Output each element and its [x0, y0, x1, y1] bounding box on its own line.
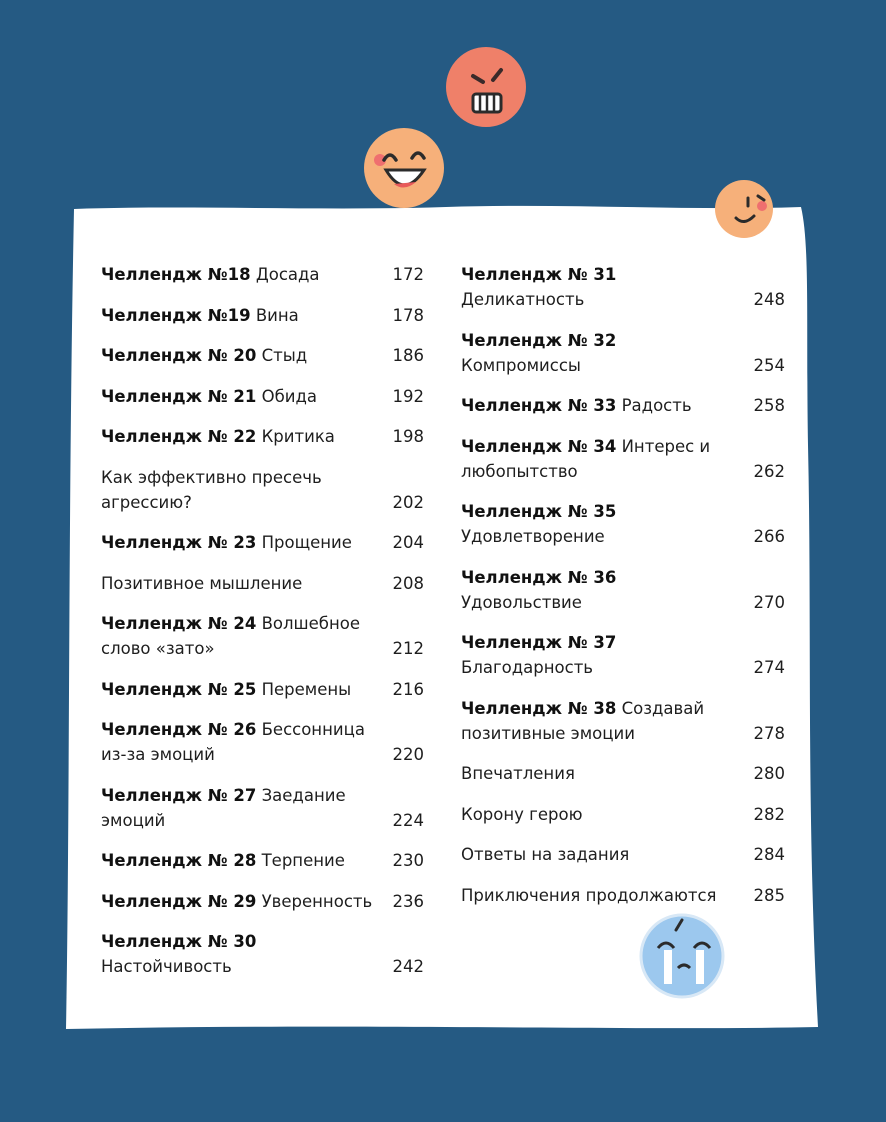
toc-entry[interactable] — [101, 611, 424, 661]
page-number: 202 — [392, 492, 424, 512]
toc-entry-title — [101, 262, 424, 287]
toc-entry-title — [101, 677, 424, 702]
challenge-number: Челлендж № 20 — [101, 346, 257, 365]
toc-entry-title — [461, 802, 785, 827]
page-number: 274 — [753, 658, 785, 677]
entry-text: Создавай позитивные эмоции — [461, 698, 705, 743]
challenge-number: Челлендж № 31 — [461, 265, 617, 284]
page-number: 242 — [392, 957, 424, 976]
toc-entry[interactable] — [101, 530, 424, 555]
entry-text: Радость — [621, 396, 692, 415]
toc-entry[interactable] — [101, 783, 424, 833]
toc-entry[interactable] — [101, 424, 424, 449]
toc-entry-title — [461, 328, 785, 378]
page-number: 280 — [753, 764, 785, 783]
entry-text: Корону герою — [461, 804, 583, 824]
page-number: 172 — [392, 265, 424, 284]
entry-text: Настойчивость — [101, 957, 232, 976]
toc-entry[interactable] — [101, 262, 424, 287]
toc-entry-title — [101, 717, 424, 767]
toc-entry-title — [461, 761, 785, 786]
entry-text: Приключения продолжаются — [461, 885, 717, 905]
page-number: 216 — [392, 679, 424, 699]
entry-text: Стыд — [261, 346, 308, 365]
entry-text: Удовлетворение — [461, 527, 605, 546]
entry-text: Компромиссы — [461, 355, 581, 375]
toc-entry[interactable] — [461, 499, 785, 549]
toc-entry[interactable] — [101, 343, 424, 368]
entry-text: Впечатления — [461, 764, 575, 783]
toc-entry[interactable] — [461, 761, 785, 786]
toc-entry[interactable] — [101, 303, 424, 328]
entry-text: Позитивное мышление — [101, 573, 303, 593]
page-number: 278 — [753, 723, 785, 743]
entry-text: Ответы на задания — [461, 845, 630, 864]
toc-entry[interactable] — [101, 848, 424, 873]
challenge-number: Челлендж № 37 — [461, 633, 617, 652]
entry-text: Досада — [255, 265, 320, 284]
challenge-number: Челлендж №18 — [101, 265, 251, 284]
toc-entry[interactable] — [461, 696, 785, 746]
crying-emoji-icon — [636, 912, 728, 1000]
entry-text: Благодарность — [461, 658, 594, 677]
challenge-number: Челлендж № 22 — [101, 427, 257, 446]
toc-entry-title — [101, 848, 424, 873]
entry-text: Перемены — [261, 679, 352, 699]
entry-text: Как эффективно пресечь агрессию? — [101, 467, 322, 512]
page-number: 285 — [753, 885, 785, 905]
toc-entry-title — [461, 499, 785, 549]
toc-entry[interactable] — [461, 434, 785, 484]
challenge-number: Челлендж № 35 — [461, 502, 617, 521]
page-number: 284 — [753, 845, 785, 864]
toc-entry-title — [101, 611, 424, 661]
entry-text: Уверенность — [261, 891, 373, 911]
page-number: 186 — [392, 346, 424, 365]
entry-text: Обида — [261, 386, 317, 406]
entry-text: Критика — [261, 427, 335, 446]
page-number: 204 — [392, 533, 424, 552]
challenge-number: Челлендж № 28 — [101, 851, 257, 870]
toc-entry-title — [101, 929, 424, 979]
challenge-number: Челлендж № 27 — [101, 785, 257, 805]
toc-entry[interactable] — [461, 883, 785, 908]
entry-text: Деликатность — [461, 290, 585, 309]
challenge-number: Челлендж №19 — [101, 305, 251, 325]
challenge-number: Челлендж № 30 — [101, 932, 257, 951]
entry-text: Волшебное слово «зато» — [101, 614, 361, 658]
toc-entry[interactable] — [461, 842, 785, 867]
page-number: 254 — [753, 355, 785, 375]
toc-entry-title — [461, 434, 785, 484]
toc-entry-title — [101, 889, 424, 914]
page-number: 208 — [392, 573, 424, 593]
challenge-number: Челлендж № 25 — [101, 679, 257, 699]
page-number: 192 — [392, 386, 424, 406]
challenge-number: Челлендж № 34 — [461, 436, 617, 456]
toc-entry[interactable] — [101, 717, 424, 767]
toc-entry-title — [101, 343, 424, 368]
page-number: 178 — [392, 305, 424, 325]
page-number: 266 — [753, 527, 785, 546]
toc-entry[interactable] — [461, 393, 785, 418]
challenge-number: Челлендж № 36 — [461, 567, 617, 587]
challenge-number: Челлендж № 23 — [101, 533, 257, 552]
toc-entry-title — [461, 262, 785, 312]
toc-right-column — [461, 262, 785, 923]
page-number: 270 — [753, 592, 785, 612]
toc-entry[interactable] — [101, 677, 424, 702]
page-number: 230 — [392, 851, 424, 870]
toc-entry-title — [101, 424, 424, 449]
entry-text: Прощение — [261, 533, 352, 552]
toc-entry[interactable] — [461, 262, 785, 312]
toc-entry[interactable] — [461, 802, 785, 827]
entry-text: Заедание эмоций — [101, 785, 346, 830]
toc-entry-title — [101, 571, 424, 596]
toc-entry[interactable] — [101, 384, 424, 409]
entry-text: Интерес и любопытство — [461, 436, 711, 481]
entry-text: Вина — [255, 305, 299, 325]
toc-entry[interactable] — [101, 465, 424, 515]
page-number: 198 — [392, 427, 424, 446]
entry-text: Бессонница из-за эмоций — [101, 720, 365, 764]
entry-text: Терпение — [261, 851, 345, 870]
toc-entry-title — [101, 384, 424, 409]
toc-entry-title — [101, 465, 424, 515]
angry-emoji-icon — [443, 44, 529, 130]
toc-entry-title — [461, 696, 785, 746]
toc-entry-title — [101, 783, 424, 833]
challenge-number: Челлендж № 33 — [461, 396, 617, 415]
toc-entry-title — [101, 303, 424, 328]
toc-entry[interactable] — [461, 565, 785, 615]
toc-entry[interactable] — [101, 889, 424, 914]
toc-entry-title — [461, 393, 785, 418]
toc-entry[interactable] — [461, 328, 785, 378]
page-number: 262 — [753, 461, 785, 481]
page-number: 220 — [392, 745, 424, 764]
page-number: 212 — [392, 639, 424, 658]
toc-entry-title — [461, 883, 785, 908]
challenge-number: Челлендж № 24 — [101, 614, 257, 633]
toc-entry-title — [461, 842, 785, 867]
winking-emoji-icon — [712, 178, 776, 240]
challenge-number: Челлендж № 21 — [101, 386, 257, 406]
toc-entry-title — [461, 565, 785, 615]
laughing-emoji-icon — [360, 126, 448, 210]
page-number: 236 — [392, 891, 424, 911]
challenge-number: Челлендж № 38 — [461, 698, 617, 718]
challenge-number: Челлендж № 32 — [461, 330, 617, 350]
page-number: 248 — [753, 290, 785, 309]
page-number: 258 — [753, 396, 785, 415]
page-number: 282 — [753, 804, 785, 824]
toc-entry-title — [101, 530, 424, 555]
toc-entry-title — [461, 630, 785, 680]
toc-entry[interactable] — [101, 571, 424, 596]
entry-text: Удовольствие — [461, 592, 582, 612]
page-number: 224 — [392, 810, 424, 830]
toc-entry[interactable] — [101, 929, 424, 979]
challenge-number: Челлендж № 29 — [101, 891, 257, 911]
challenge-number: Челлендж № 26 — [101, 720, 257, 739]
toc-entry[interactable] — [461, 630, 785, 680]
toc-left-column — [101, 262, 424, 995]
